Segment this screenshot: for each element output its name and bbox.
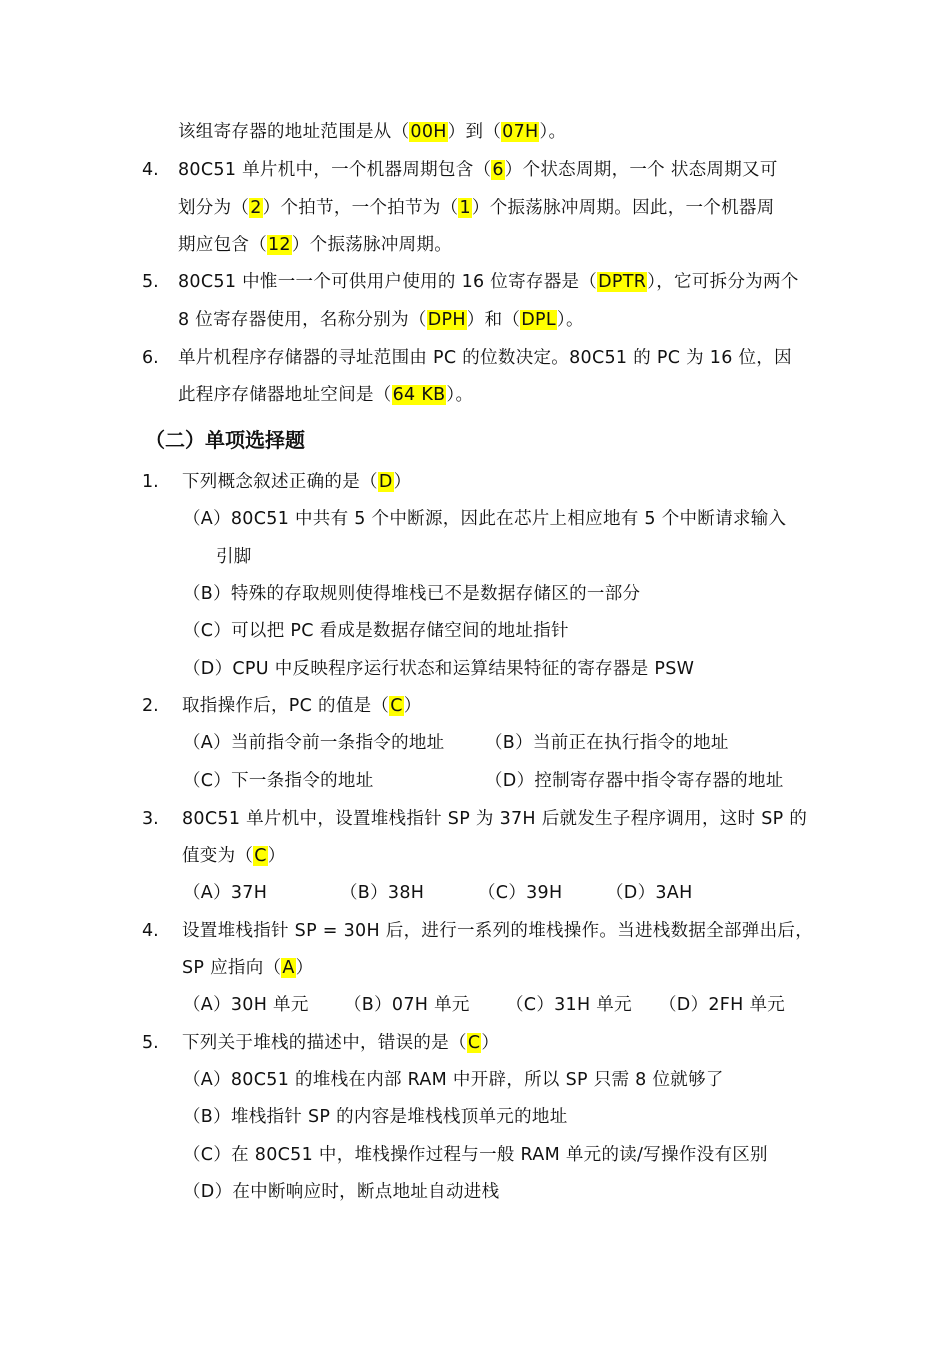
text: 取指操作后，PC 的值是（: [182, 696, 390, 716]
text: SP 应指向（: [182, 958, 282, 978]
answer-highlight: A: [282, 958, 295, 978]
blank-line: [178, 233, 452, 257]
text: ）: [393, 472, 412, 492]
answer-highlight: C: [254, 846, 267, 866]
text: 值变为（: [182, 846, 254, 866]
text: ）: [267, 846, 286, 866]
text: ）。: [539, 122, 567, 142]
blank-line: [178, 120, 566, 144]
option-b: （B）特殊的存取规则使得堆栈已不是数据存储区的一部分: [183, 584, 641, 604]
option-d: （D）3AH: [606, 883, 693, 903]
blank-line: [178, 196, 775, 220]
text: ），它可拆分为两个: [647, 272, 799, 292]
option-a: （A）80C51 中共有 5 个中断源，因此在芯片上相应地有 5 个中断请求输入: [183, 509, 787, 529]
question-stem: [182, 1031, 499, 1055]
option-a: （A）37H: [183, 883, 268, 903]
text: 80C51 单片机中，一个机器周期包含（: [178, 160, 492, 180]
text: ）个振荡脉冲周期。: [291, 235, 453, 255]
text: ）个拍节，一个拍节为（: [262, 198, 459, 218]
answer-highlight: 07H: [502, 122, 539, 142]
option-a-continuation: 引脚: [216, 547, 252, 567]
question-number: 2.: [142, 696, 159, 716]
option-d: （D）在中断响应时，断点地址自动进栈: [183, 1182, 500, 1202]
option-d: （D）CPU 中反映程序运行状态和运算结果特征的寄存器是 PSW: [183, 659, 695, 679]
text: ）: [295, 958, 314, 978]
text: ）: [481, 1033, 500, 1053]
question-stem: 设置堆栈指针 SP = 30H 后，进行一系列的堆栈操作。当进栈数据全部弹出后，: [182, 921, 813, 941]
text: ）: [403, 696, 422, 716]
answer-highlight: 64 KB: [392, 385, 446, 405]
text: ）到（: [447, 122, 502, 142]
answer-highlight: 12: [268, 235, 291, 255]
question-number: 4.: [142, 921, 159, 941]
text: 该组寄存器的地址范围是从（: [178, 122, 410, 142]
blank-line: [178, 270, 799, 294]
option-c: （C）31H 单元: [506, 995, 632, 1015]
question-stem: [182, 694, 422, 718]
answer-highlight: C: [390, 696, 403, 716]
option-b: （B）07H 单元: [344, 995, 470, 1015]
text: 下列关于堆栈的描述中，错误的是（: [182, 1033, 467, 1053]
answer-highlight: DPL: [521, 310, 556, 330]
question-number: 5.: [142, 272, 159, 292]
text: ）。: [556, 310, 584, 330]
answer-highlight: C: [467, 1033, 481, 1053]
option-a: （A）80C51 的堆栈在内部 RAM 中开辟，所以 SP 只需 8 位就够了: [183, 1070, 724, 1090]
question-number: 1.: [142, 472, 159, 492]
text: 8 位寄存器使用，名称分别为（: [178, 310, 427, 330]
answer-highlight: D: [378, 472, 393, 492]
blank-line: [178, 158, 778, 182]
option-a: （A）当前指令前一条指令的地址: [183, 733, 445, 753]
blank-line: [178, 383, 473, 407]
text: ）个状态周期，一个 状态周期又可: [504, 160, 778, 180]
answer-highlight: DPH: [427, 310, 466, 330]
question-stem: 80C51 单片机中，设置堆栈指针 SP 为 37H 后就发生子程序调用，这时 SP 的: [182, 809, 808, 829]
answer-highlight: 00H: [410, 122, 447, 142]
option-b: （B）当前正在执行指令的地址: [485, 733, 729, 753]
answer-highlight: 2: [250, 198, 262, 218]
option-b: （B）38H: [340, 883, 425, 903]
question-number: 5.: [142, 1033, 159, 1053]
text: ）和（: [466, 310, 521, 330]
option-c: （C）下一条指令的地址: [183, 771, 374, 791]
blank-line: [178, 308, 584, 332]
text: ）个振荡脉冲周期。因此，一个机器周: [471, 198, 775, 218]
text: 期应包含（: [178, 235, 267, 255]
text: 此程序存储器地址空间是（: [178, 385, 392, 405]
question-number: 3.: [142, 809, 159, 829]
option-c: （C）39H: [478, 883, 563, 903]
option-b: （B）堆栈指针 SP 的内容是堆栈栈顶单元的地址: [183, 1107, 568, 1127]
text: ）。: [446, 385, 474, 405]
option-d: （D）控制寄存器中指令寄存器的地址: [485, 771, 784, 791]
question-number: 4.: [142, 160, 159, 180]
option-d: （D）2FH 单元: [659, 995, 786, 1015]
answer-highlight: DPTR: [598, 272, 647, 292]
question-stem: [182, 844, 286, 868]
text: 下列概念叙述正确的是（: [182, 472, 378, 492]
answer-highlight: 1: [459, 198, 471, 218]
text: 80C51 中惟一一个可供用户使用的 16 位寄存器是（: [178, 272, 598, 292]
question-stem: [182, 470, 411, 494]
section-title: （二）单项选择题: [145, 428, 305, 452]
question-number: 6.: [142, 348, 159, 368]
blank-line: 单片机程序存储器的寻址范围由 PC 的位数决定。80C51 的 PC 为 16 位，因: [178, 348, 792, 368]
option-c: （C）可以把 PC 看成是数据存储空间的地址指针: [183, 621, 569, 641]
option-a: （A）30H 单元: [183, 995, 309, 1015]
option-c: （C）在 80C51 中，堆栈操作过程与一般 RAM 单元的读/写操作没有区别: [183, 1145, 768, 1165]
text: 划分为（: [178, 198, 250, 218]
answer-highlight: 6: [492, 160, 504, 180]
question-stem: [182, 956, 313, 980]
